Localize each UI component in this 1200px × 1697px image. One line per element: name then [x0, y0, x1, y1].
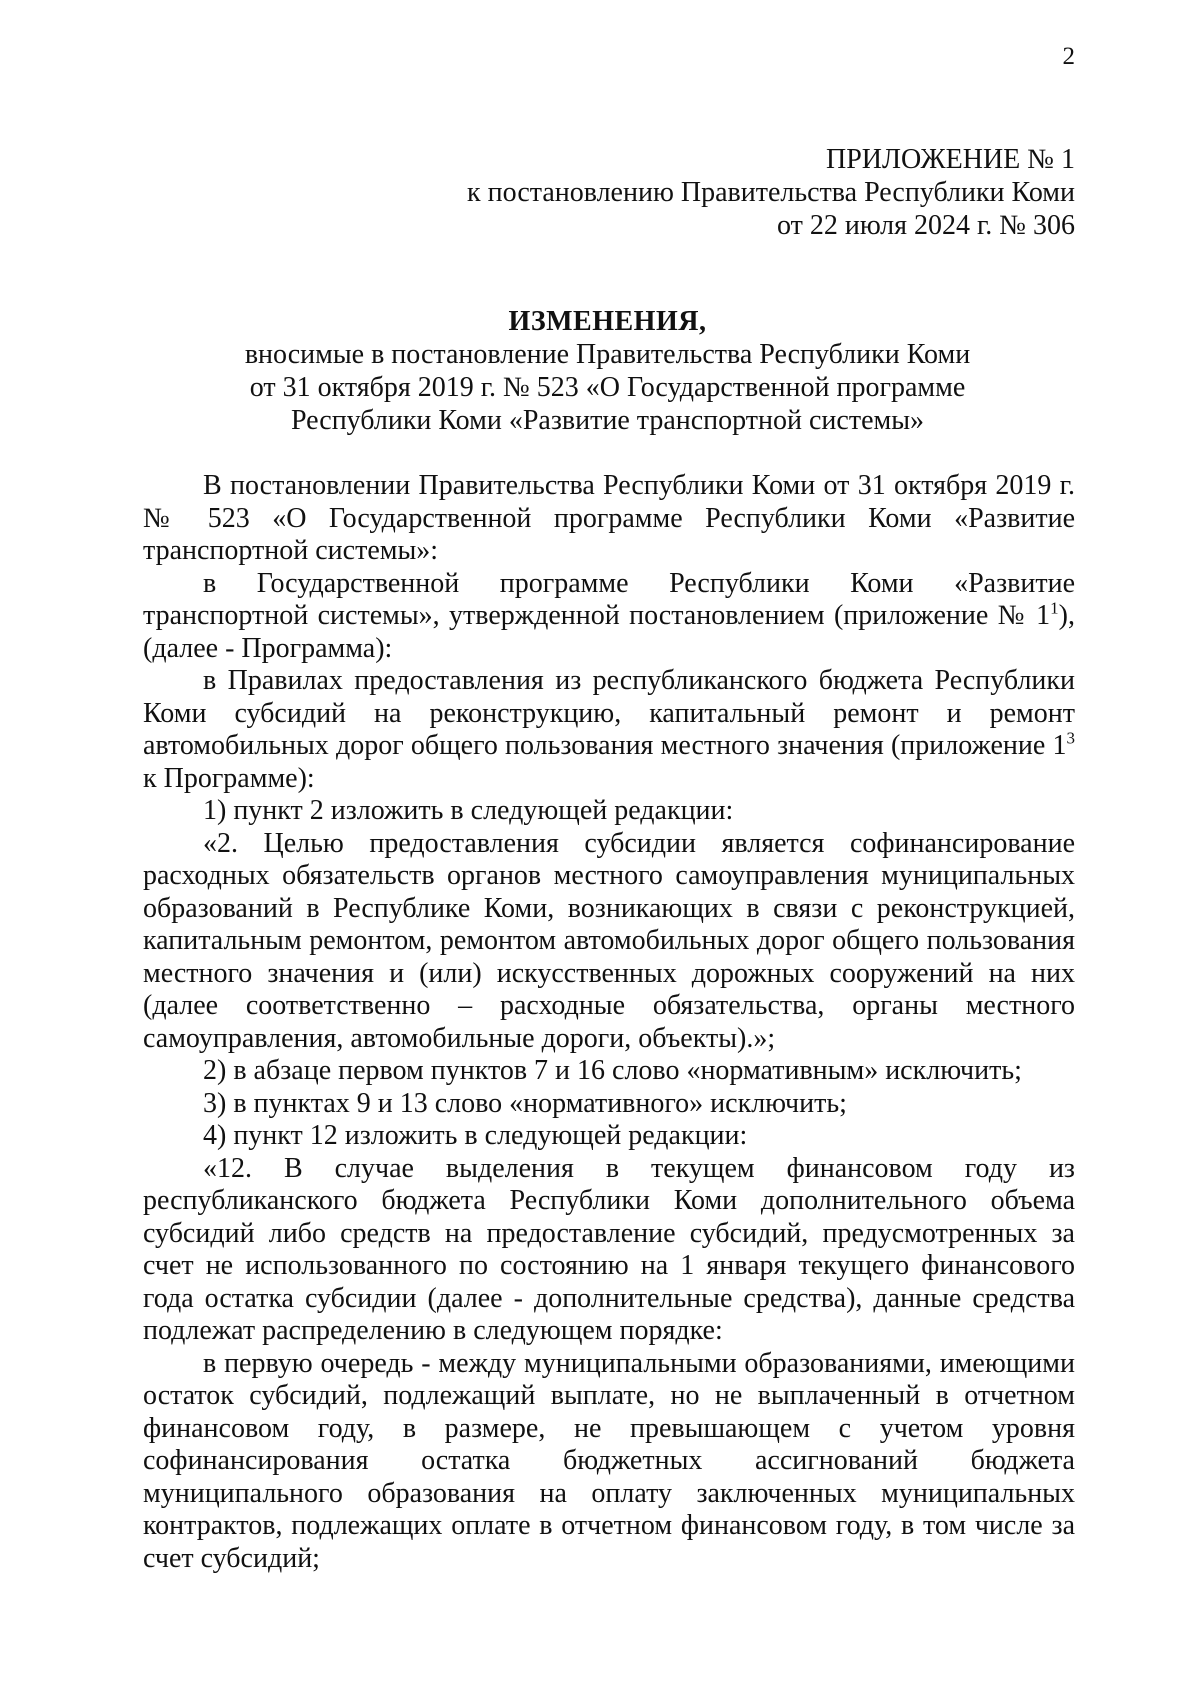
paragraph-3-text-b: к Программе):: [143, 762, 315, 794]
appendix-resolution: к постановлению Правительства Республики Коми: [467, 177, 1075, 208]
appendix-number: ПРИЛОЖЕНИЕ № 1: [826, 144, 1075, 175]
paragraph-8: 4) пункт 12 изложить в следующей редакции:: [203, 1120, 748, 1151]
paragraph-1: В постановлении Правительства Республики Коми от 31 октября 2019 г. № 523 «О Государственной программе Республики Коми «Развитие транспортной системы»:: [143, 470, 1075, 566]
paragraph-7: 3) в пунктах 9 и 13 слово «нормативного» исключить;: [203, 1087, 847, 1119]
paragraph-6: 2) в абзаце первом пунктов 7 и 16 слово «нормативным» исключить;: [203, 1055, 1022, 1086]
paragraph-5: «2. Целью предоставления субсидии является софинансирование расходных обязательств органов местного самоуправления муниципальных образований в Республике Коми, возникающих в связи с реконструкцией, капитальным ремонтом, ремонтом автомобильных дорог общего пользования местного значения и (или) искусственных дорожных сооружений на них (далее соответственно – расходные обязательства, органы местного самоуправления, автомобильные дороги, объекты).»;: [143, 827, 1075, 1054]
paragraph-3-superscript: 3: [1066, 728, 1075, 748]
page-number: 2: [1062, 43, 1075, 70]
paragraph-4: 1) пункт 2 изложить в следующей редакции:: [203, 795, 734, 826]
paragraph-2-text-a: в Государственной программе Республики Коми «Развитие транспортной системы», утвержденной постановлением (приложение № 1: [143, 567, 1075, 631]
document-heading: [140, 305, 1075, 437]
document-body: [143, 470, 1075, 1575]
paragraph-3: [143, 665, 1075, 795]
paragraph-3-text-a: в Правилах предоставления из республиканского бюджета Республики Коми субсидий на реконструкцию, капитальный ремонт и ремонт автомобильных дорог общего пользования местного значения (приложение 1: [143, 665, 1075, 761]
heading-title: ИЗМЕНЕНИЯ,: [508, 306, 707, 337]
paragraph-2: [143, 568, 1075, 666]
heading-line-3: Республики Коми «Развитие транспортной системы»: [290, 405, 925, 436]
paragraph-2-superscript: 1: [1050, 598, 1059, 618]
heading-line-1: вносимые в постановление Правительства Республики Коми: [244, 339, 971, 370]
heading-line-2: от 31 октября 2019 г. № 523 «О Государственной программе: [249, 372, 966, 403]
paragraph-9: «12. В случае выделения в текущем финансовом году из республиканского бюджета Республики Коми дополнительного объема субсидий либо средств на предоставление субсидий, предусмотренных за счет не использованного по состоянию на 1 января текущего финансового года остатка субсидии (далее - дополнительные средства), данные средства подлежат распределению в следующем порядке:: [143, 1152, 1075, 1346]
appendix-date: от 22 июля 2024 г. № 306: [777, 210, 1075, 241]
paragraph-2-text-b: ), (далее - Программа):: [143, 600, 1075, 664]
appendix-block: [375, 143, 1075, 242]
paragraph-10: в первую очередь - между муниципальными образованиями, имеющими остаток субсидий, подлежащий выплате, но не выплаченный в отчетном финансовом году, в размере, не превышающем с учетом уровня софинансирования остатка бюджетных ассигнований бюджета муниципального образования на оплату заключенных муниципальных контрактов, подлежащих оплате в отчетном финансовом году, в том числе за счет субсидий;: [143, 1347, 1075, 1574]
